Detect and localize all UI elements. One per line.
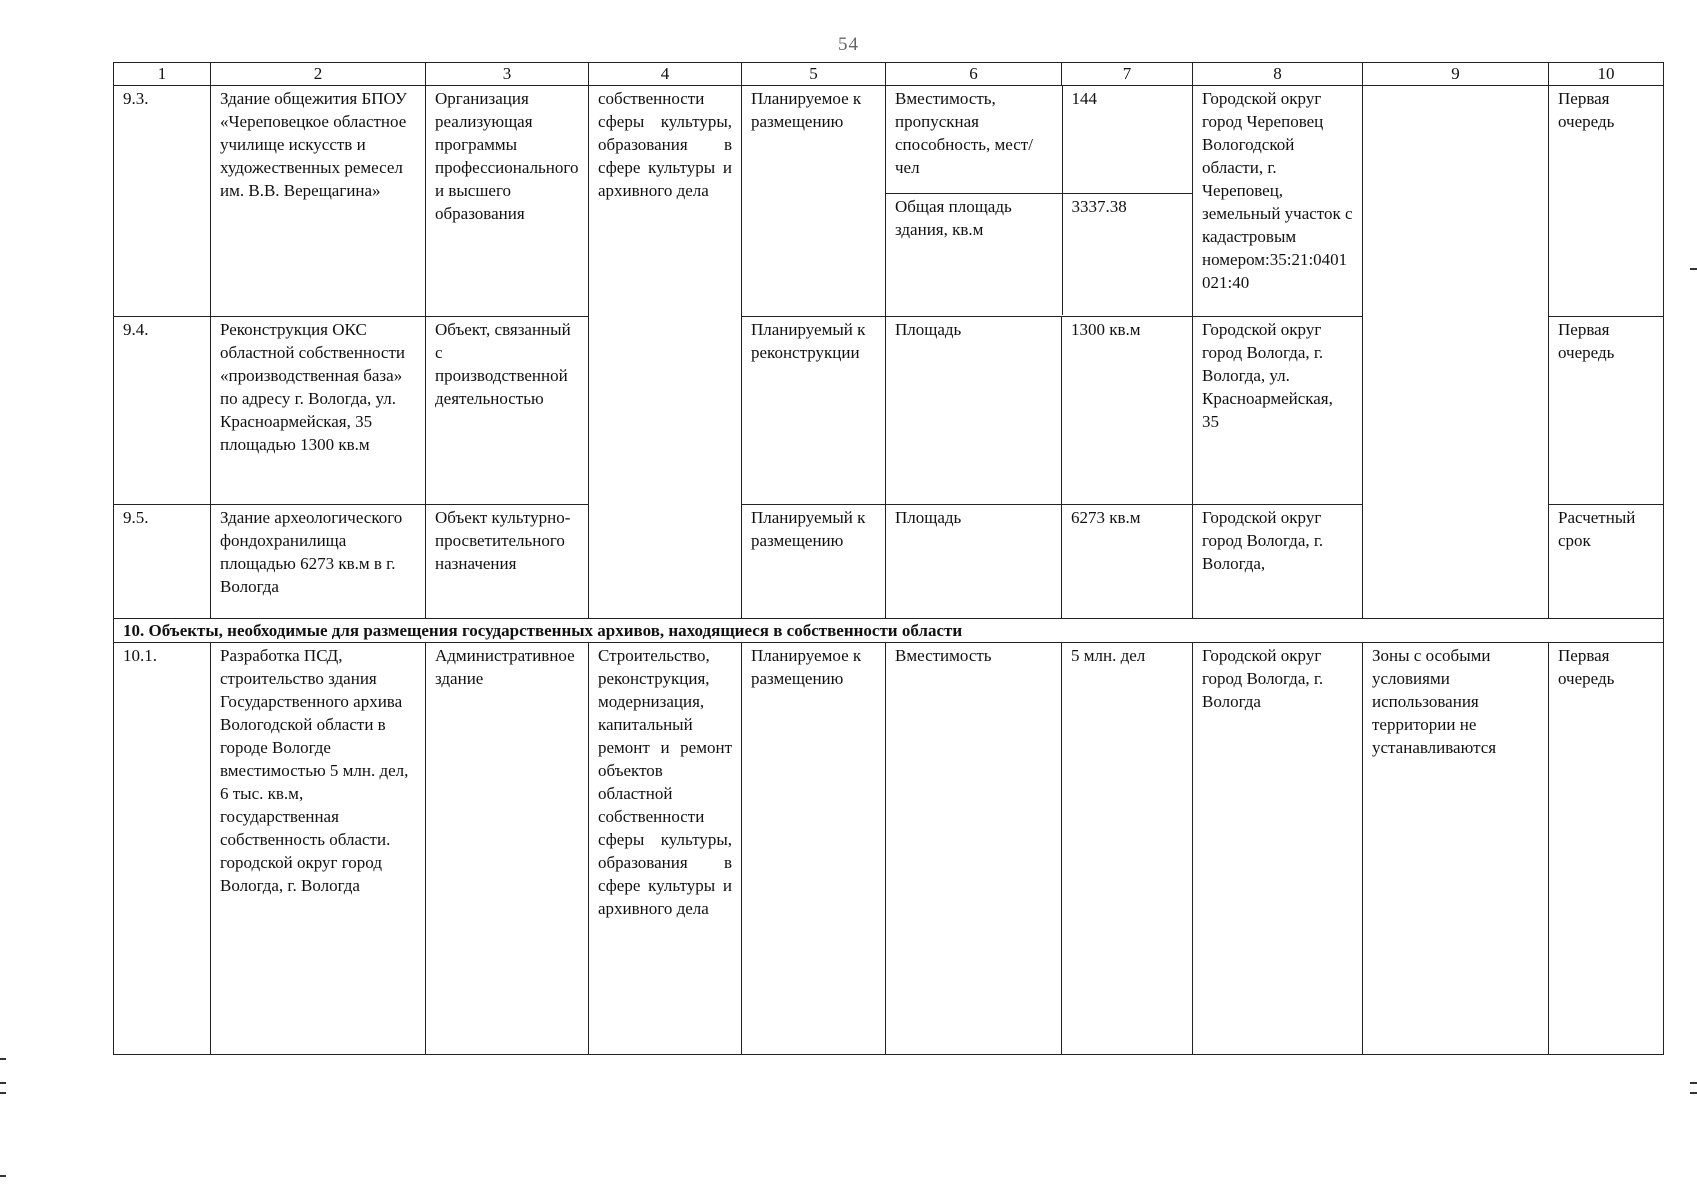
object-status: Планируемое к размещению: [742, 86, 886, 317]
characteristic-name: Площадь: [886, 505, 1062, 619]
header-cell: 7: [1062, 63, 1193, 86]
header-cell: 6: [886, 63, 1062, 86]
object-status: Планируемый к размещению: [742, 505, 886, 619]
object-purpose: Административное здание: [426, 643, 589, 1055]
object-term: Первая очередь: [1549, 86, 1664, 317]
row-number: 9.3.: [114, 86, 211, 317]
object-location: Городской округ город Вологда, г. Вологда, ул. Красноармейская, 35: [1193, 317, 1363, 505]
table-row: [114, 86, 1664, 317]
characteristic-name: Общая площадь здания, кв.м: [895, 196, 1012, 239]
characteristics-block: [886, 86, 1193, 317]
section-title: 10. Объекты, необходимые для размещения государственных архивов, находящиеся в собственности области: [114, 619, 1664, 643]
object-type: собственности сферы культуры, образования в сфере культуры и архивного дела: [589, 86, 742, 619]
scan-edge-mark: [0, 1092, 6, 1094]
object-status: Планируемое к размещению: [742, 643, 886, 1055]
object-purpose: Объект, связанный с производственной деятельностью: [426, 317, 589, 505]
characteristic-value: 5 млн. дел: [1062, 643, 1193, 1055]
page-number: 54: [838, 34, 859, 55]
header-cell: 2: [211, 63, 426, 86]
object-term: Первая очередь: [1549, 643, 1664, 1055]
characteristic-name: Вместимость, пропускная способность, мест/чел: [886, 86, 1062, 193]
header-cell: 5: [742, 63, 886, 86]
header-cell: 8: [1193, 63, 1363, 86]
object-location: Городской округ город Вологда, г. Вологда,: [1193, 505, 1363, 619]
header-row: [114, 63, 1664, 86]
characteristic-value: 3337.38: [1062, 193, 1193, 315]
characteristics-inner: [886, 86, 1193, 315]
scan-edge-mark: [0, 1175, 6, 1177]
object-name: Реконструкция ОКС областной собственности «производственная база» по адресу г. Вологда, ул. Красноармейская, 35 площадью 1300 кв.м: [211, 317, 426, 505]
scan-edge-mark: [1690, 268, 1697, 270]
object-term: Первая очередь: [1549, 317, 1664, 505]
scan-edge-mark: [1690, 1092, 1697, 1094]
object-location: Городской округ город Череповец Вологодской области, г. Череповец, земельный участок с кадастровым номером:35:21:0401021:40: [1193, 86, 1363, 317]
object-location: Городской округ город Вологда, г. Вологда: [1193, 643, 1363, 1055]
object-type: Строительство, реконструкция, модернизация, капитальный ремонт и ремонт объектов областной собственности сферы культуры, образования в сфере культуры и архивного дела: [589, 643, 742, 1055]
object-term: Расчетный срок: [1549, 505, 1664, 619]
header-cell: 10: [1549, 63, 1664, 86]
scan-edge-mark: [0, 1058, 6, 1060]
characteristic-name: Площадь: [886, 317, 1062, 505]
objects-table: [113, 62, 1664, 1055]
section-row: [114, 619, 1664, 643]
object-name: Здание общежития БПОУ «Череповецкое областное училище искусств и художественных ремесел им. В.В. Верещагина»: [211, 86, 426, 317]
header-cell: 9: [1363, 63, 1549, 86]
object-name: Разработка ПСД, строительство здания Государственного архива Вологодской области в городе Вологде вместимостью 5 млн. дел, 6 тыс. кв.м, государственная собственность области. городской округ город Вологда, г. Вологда: [211, 643, 426, 1055]
object-name: Здание археологического фондохранилища площадью 6273 кв.м в г. Вологда: [211, 505, 426, 619]
characteristic-value: 1300 кв.м: [1062, 317, 1193, 505]
row-number: 9.4.: [114, 317, 211, 505]
characteristic-value: 6273 кв.м: [1062, 505, 1193, 619]
scan-edge-mark: [1690, 1082, 1697, 1084]
scan-edge-mark: [0, 1082, 6, 1084]
row-number: 9.5.: [114, 505, 211, 619]
characteristic-name: Вместимость: [886, 643, 1062, 1055]
object-purpose: Организация реализующая программы профессионального и высшего образования: [426, 86, 589, 317]
header-cell: 4: [589, 63, 742, 86]
row-number: 10.1.: [114, 643, 211, 1055]
object-zones: [1363, 86, 1549, 619]
characteristic-value: 144: [1062, 86, 1193, 193]
table-row: [114, 643, 1664, 1055]
header-cell: 3: [426, 63, 589, 86]
object-purpose: Объект культурно-просветительного назначения: [426, 505, 589, 619]
object-status: Планируемый к реконструкции: [742, 317, 886, 505]
object-zones: Зоны с особыми условиями использования территории не устанавливаются: [1363, 643, 1549, 1055]
header-cell: 1: [114, 63, 211, 86]
